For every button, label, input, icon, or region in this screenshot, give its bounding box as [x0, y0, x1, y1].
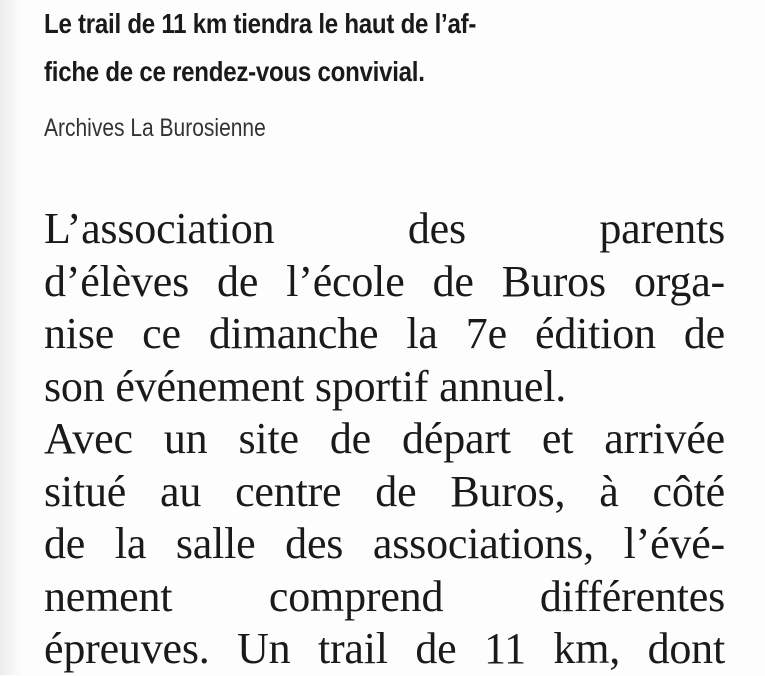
photo-credit: Archives La Burosienne — [44, 114, 266, 142]
caption-line: Le trail de 11 km tiendra le haut de l’af- — [44, 8, 477, 39]
caption-line: fiche de ce rendez-vous convivial. — [44, 56, 425, 87]
article-line: son événement sportif annuel. — [44, 361, 567, 411]
article-body — [44, 203, 725, 676]
article-line: L’association des parents — [44, 204, 725, 253]
article-line: situé au centre de Buros, à côté — [44, 466, 725, 516]
page-gutter-shadow — [0, 0, 22, 675]
article-line: nise ce dimanche la 7e édition de — [44, 309, 725, 358]
article-line: épreuves. Un trail de 11 km, dont — [44, 624, 725, 673]
photo-caption — [44, 0, 734, 96]
article-line: Avec un site de départ et arrivée — [44, 414, 725, 463]
article-line: de la salle des associations, l’évé- — [44, 519, 725, 568]
article-line: nement comprend différentes — [44, 571, 725, 621]
article-line: d’élèves de l’école de Buros orga- — [44, 256, 725, 306]
